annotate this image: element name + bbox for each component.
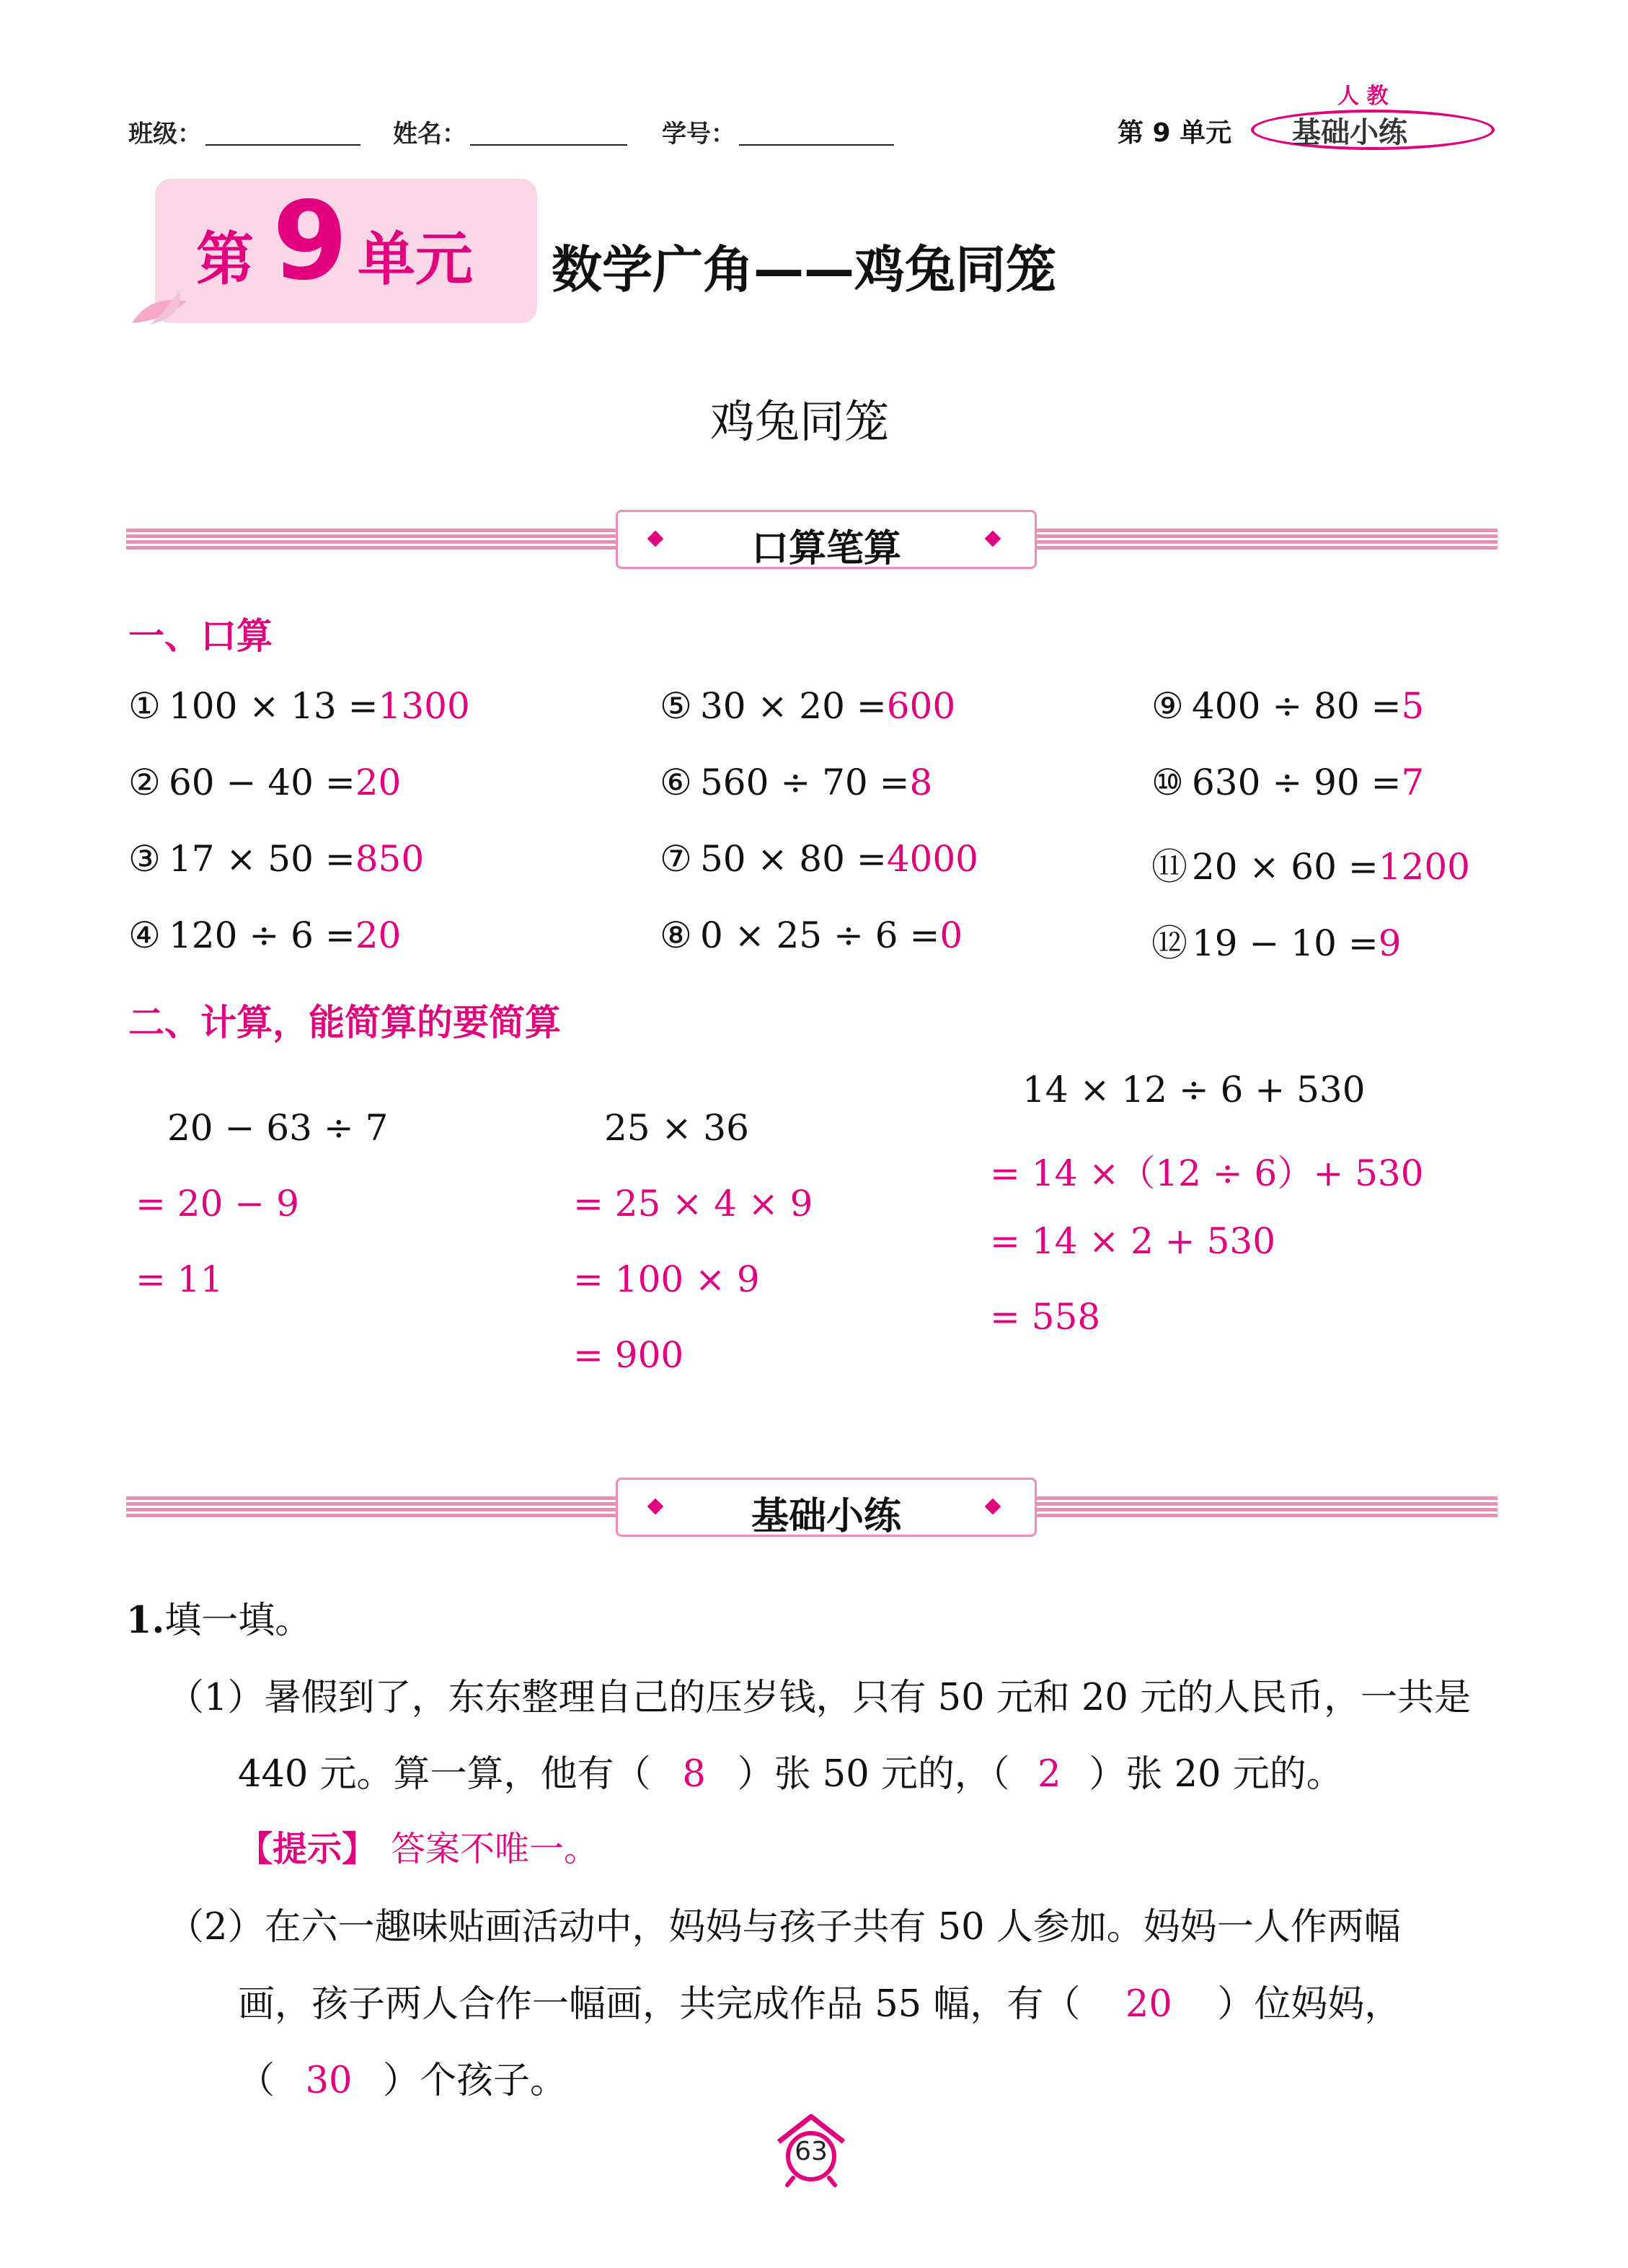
part2-heading: 二、计算，能简算的要简算 — [128, 1002, 561, 1043]
unit-prefix: 第 — [196, 226, 254, 293]
class-label: 班级： — [128, 120, 202, 149]
name-field[interactable] — [470, 117, 627, 146]
hint: 【提示】 答案不唯一。 — [238, 1829, 599, 1869]
calc-step: = 11 — [136, 1258, 224, 1300]
section-basic-title: 基础小练 — [751, 1495, 901, 1538]
question-1-title: 1.填一填。 — [126, 1599, 312, 1642]
calc-step: = 14 ×（12 ÷ 6）+ 530 — [990, 1152, 1424, 1194]
answer-blank[interactable]: 20 — [1125, 1983, 1172, 2026]
section-oral-title: 口算笔算 — [751, 527, 901, 570]
section-band-right — [1032, 1496, 1498, 1518]
oral-item: ⑩ 630 ÷ 90 =7 — [1151, 762, 1425, 803]
oral-item: ④ 120 ÷ 6 =20 — [128, 914, 402, 956]
section-band-right — [1032, 529, 1498, 550]
section-basic-box — [616, 1478, 1037, 1537]
student-no-field[interactable] — [739, 117, 894, 146]
oral-item: ② 60 − 40 =20 — [128, 762, 402, 803]
section-band-left — [126, 1496, 616, 1518]
part1-heading: 一、口算 — [128, 615, 273, 657]
q1-2-line3: （ 30 ）个孩子。 — [238, 2060, 567, 2102]
oral-item: ⑦ 50 × 80 =4000 — [660, 838, 978, 880]
brand-small: 人 教 — [1337, 84, 1389, 109]
answer-blank[interactable]: 2 — [1038, 1753, 1061, 1796]
section-oral-box — [616, 510, 1037, 569]
calc-step: = 100 × 9 — [573, 1258, 760, 1300]
q1-2-line2: 画，孩子两人合作一幅画，共完成作品 55 幅，有（ 20 ）位妈妈， — [238, 1983, 1402, 2026]
oral-item: ⑧ 0 × 25 ÷ 6 =0 — [660, 914, 963, 956]
oral-item: ③ 17 × 50 =850 — [128, 838, 425, 880]
page-number: 63 — [795, 2137, 828, 2166]
oral-item: ⑪ 20 × 60 =1200 — [1151, 846, 1470, 888]
section-band-left — [126, 529, 616, 550]
calc-expression: 20 − 63 ÷ 7 — [167, 1107, 389, 1149]
oral-item: ⑨ 400 ÷ 80 =5 — [1151, 685, 1425, 727]
q1-2-line1: （2）在六一趣味贴画活动中，妈妈与孩子共有 50 人参加。妈妈一人作两幅 — [167, 1906, 1401, 1949]
name-label: 姓名： — [393, 120, 466, 149]
unit-suffix: 单元 — [358, 226, 473, 293]
lesson-title: 鸡兔同笼 — [710, 395, 890, 448]
unit-title: 数学广角——鸡兔同笼 — [552, 240, 1056, 299]
unit-tag: 第 9 单元 — [1118, 118, 1232, 148]
answer-blank[interactable]: 8 — [682, 1753, 706, 1796]
calc-step: = 14 × 2 + 530 — [990, 1220, 1276, 1262]
oral-item: ⑫ 19 − 10 =9 — [1151, 922, 1402, 964]
class-field[interactable] — [205, 117, 360, 146]
answer-blank[interactable]: 30 — [305, 2060, 353, 2102]
unit-number: 9 — [273, 179, 348, 304]
leaf-icon — [128, 287, 193, 330]
q1-1-line1: （1）暑假到了，东东整理自己的压岁钱，只有 50 元和 20 元的人民币，一共是 — [167, 1677, 1472, 1719]
oral-item: ① 100 × 13 =1300 — [128, 685, 470, 727]
calc-expression: 25 × 36 — [604, 1107, 749, 1149]
calc-expression: 14 × 12 ÷ 6 + 530 — [1022, 1069, 1366, 1111]
calc-step: = 25 × 4 × 9 — [573, 1183, 813, 1225]
calc-step: = 558 — [990, 1296, 1101, 1338]
oral-item: ⑤ 30 × 20 =600 — [660, 685, 956, 727]
student-no-label: 学号： — [662, 120, 735, 149]
calc-step: = 20 − 9 — [136, 1183, 299, 1225]
q1-1-line2: 440 元。算一算，他有（ 8 ）张 50 元的，（ 2 ）张 20 元的。 — [238, 1753, 1343, 1796]
oral-item: ⑥ 560 ÷ 70 =8 — [660, 762, 933, 803]
calc-step: = 900 — [573, 1334, 684, 1376]
brand-label: 基础小练 — [1292, 116, 1407, 149]
